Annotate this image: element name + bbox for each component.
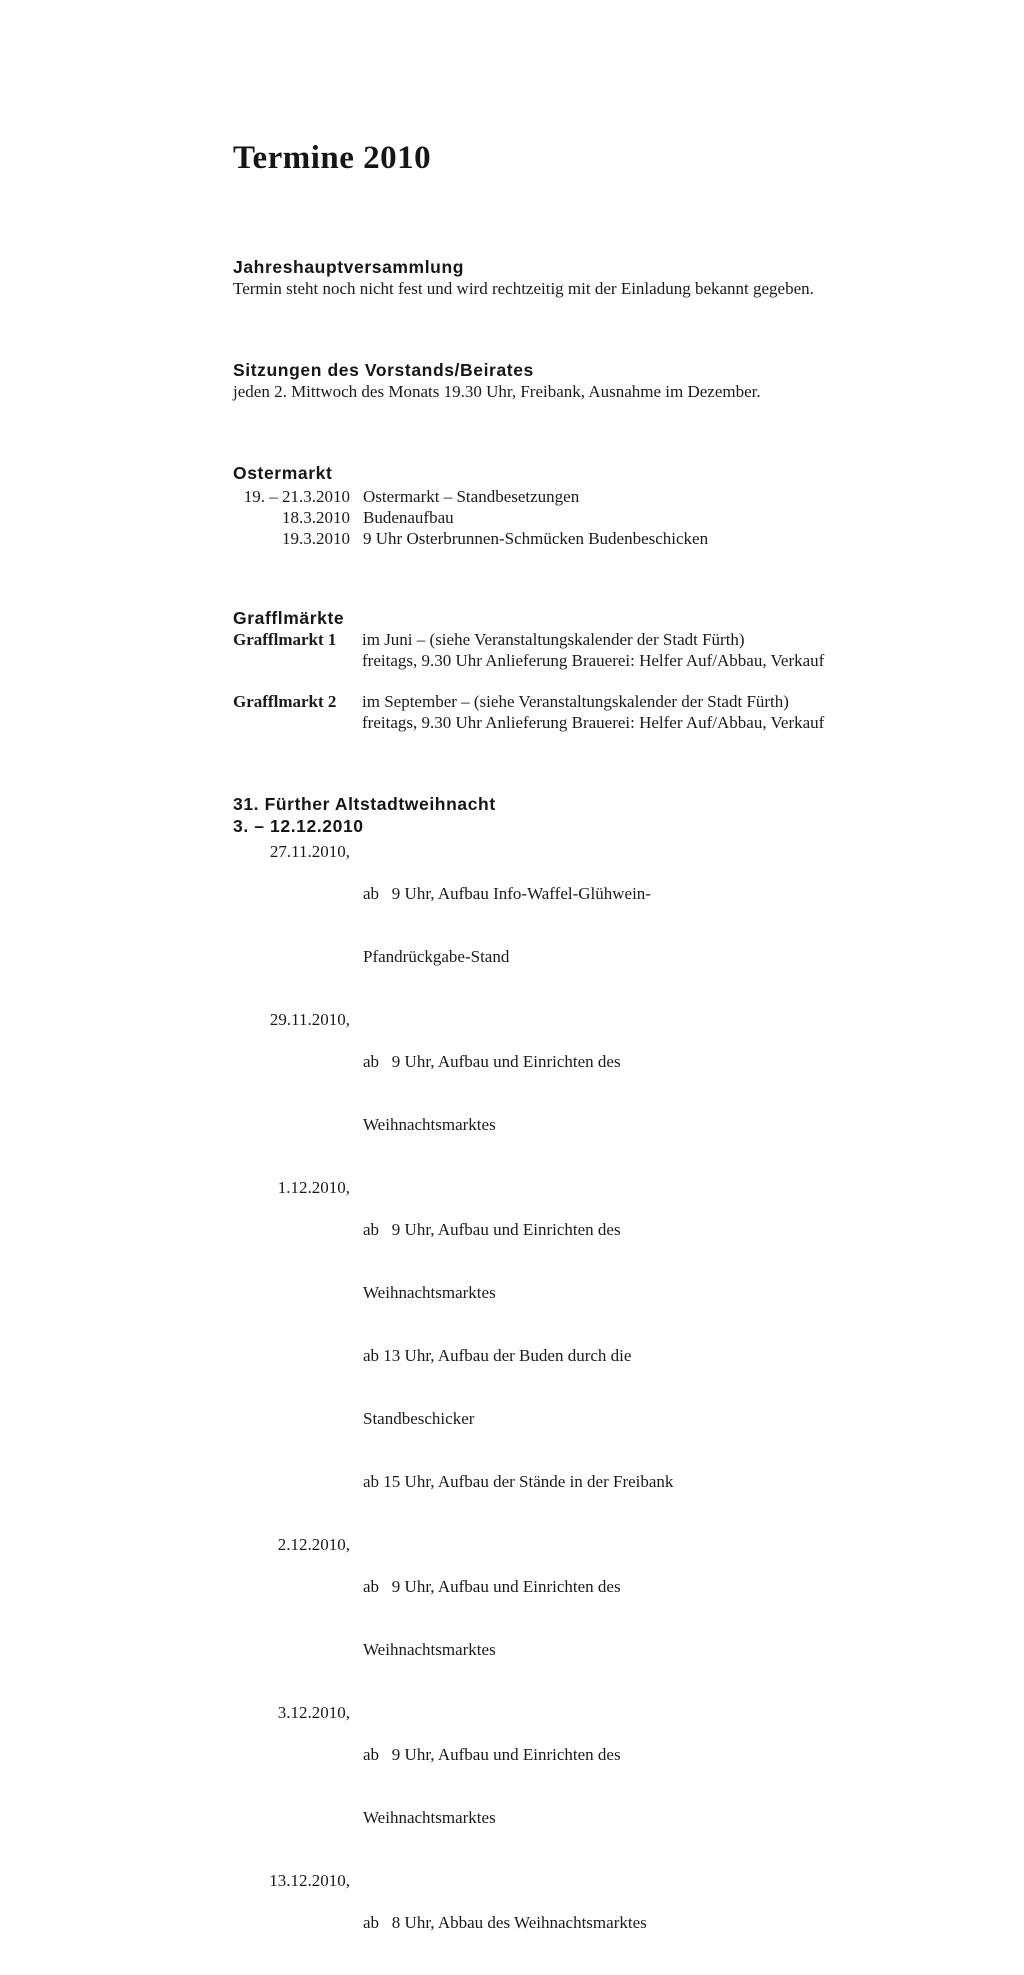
event-date: 19.3.2010 [282,529,350,548]
graffl-line: freitags, 9.30 Uhr Anlieferung Brauerei: Helfer Auf/Abbau, Verkauf [362,713,825,732]
event-line: Weihnachtsmarktes [363,1808,496,1827]
event-line: ab 15 Uhr, Aufbau der Stände in der Freibank [363,1472,674,1491]
event-line: ab 8 Uhr, Abbau des Weihnachtsmarktes [363,1913,647,1932]
event-date: 29.11.2010, [269,1010,350,1029]
event-date: 2.12.2010, [277,1535,350,1554]
section-sitzungen [233,359,893,402]
section-ostermarkt [233,462,893,549]
event-line: Standbeschicker [363,1409,475,1428]
ostermarkt-schedule [233,486,893,549]
ostermarkt-heading: Ostermarkt [233,463,333,483]
event-description: Ostermarkt – Standbesetzungen [363,487,580,506]
event-line: Weihnachtsmarktes [363,1115,496,1134]
event-line: ab 9 Uhr, Aufbau und Einrichten des [363,1577,621,1596]
event-line: ab 9 Uhr, Aufbau und Einrichten des [363,1745,621,1764]
graffl-label: Grafflmarkt 1 [233,630,337,649]
event-line: ab 9 Uhr, Aufbau und Einrichten des [363,1220,621,1239]
jahreshauptversammlung-heading: Jahreshauptversammlung [233,257,465,277]
sitzungen-body: jeden 2. Mittwoch des Monats 19.30 Uhr, Freibank, Ausnahme im Dezember. [233,382,761,401]
event-line: ab 9 Uhr, Aufbau und Einrichten des [363,1052,621,1071]
graffl-line: im Juni – (siehe Veranstaltungskalender der Stadt Fürth) [362,630,745,649]
grafflmaerkte-heading: Grafflmärkte [233,608,345,628]
graffl-description [362,629,893,671]
event-line: ab 13 Uhr, Aufbau der Buden durch die [363,1346,632,1365]
event-description [363,841,893,1009]
event-date: 27.11.2010, [269,842,350,861]
altstadtweihnacht-schedule [233,841,893,1975]
graffl-line: freitags, 9.30 Uhr Anlieferung Brauerei: Helfer Auf/Abbau, Verkauf [362,651,825,670]
graffl-description [362,691,893,733]
event-description [363,1177,893,1534]
event-date: 1.12.2010, [277,1178,350,1197]
event-date: 3.12.2010, [277,1703,350,1722]
event-date: 13.12.2010, [269,1871,350,1890]
altstadtweihnacht-heading-line1: 31. Fürther Altstadtweihnacht [233,794,496,814]
graffl-line: im September – (siehe Veranstaltungskalender der Stadt Fürth) [362,692,789,711]
altstadtweihnacht-heading-line2: 3. – 12.12.2010 [233,816,364,836]
event-description [363,1009,893,1177]
event-line: ab 9 Uhr, Aufbau Info-Waffel-Glühwein- [363,884,651,903]
jahreshauptversammlung-body: Termin steht noch nicht fest und wird rechtzeitig mit der Einladung bekannt gegeben. [233,279,814,298]
event-line: Weihnachtsmarktes [363,1283,496,1302]
event-description: 9 Uhr Osterbrunnen-Schmücken Budenbeschicken [363,529,709,548]
section-jahreshauptversammlung [233,256,893,299]
sitzungen-heading: Sitzungen des Vorstands/Beirates [233,360,534,380]
event-description: Budenaufbau [363,508,454,527]
event-date: 19. – 21.3.2010 [243,487,350,506]
event-line: Pfandrückgabe-Stand [363,947,510,966]
section-altstadtweihnacht [233,793,893,1975]
graffl-label: Grafflmarkt 2 [233,692,337,711]
event-line: Weihnachtsmarktes [363,1640,496,1659]
page-title: Termine 2010 [233,140,432,176]
event-date: 18.3.2010 [282,508,350,527]
row-spacer [233,671,893,691]
event-description [363,1534,893,1702]
event-description [363,1702,893,1870]
section-grafflmaerkte [233,607,893,733]
event-description [363,1870,893,1975]
grafflmaerkte-schedule [233,629,893,733]
